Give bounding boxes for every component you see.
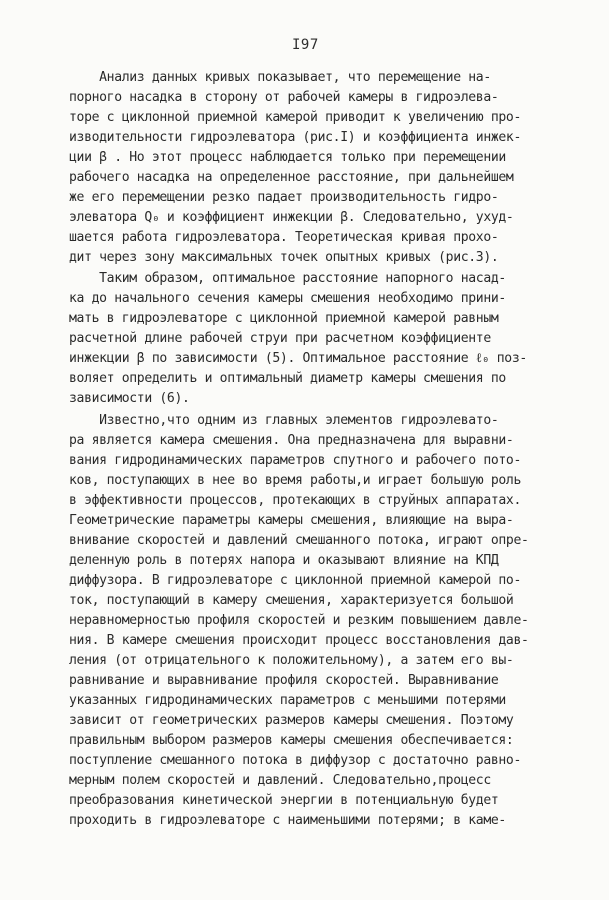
text-line: Геометрические параметры камеры смешения, влияющие на выра- [69,513,514,528]
text-line: зависимости (6). [69,391,190,406]
text-line: зависит от геометрических размеров камеры смешения. Поэтому [69,713,514,728]
text-line: рабочего насадка на определенное расстояние, при дальнейшем [69,170,514,185]
text-line: правильным выбором размеров камеры смешения обеспечивается: [69,733,514,748]
text-line: ка до начального сечения камеры смешения необходимо прини- [69,291,506,306]
text-line: же его перемещении резко падает производительность гидро- [69,190,499,205]
text-line: внивание скоростей и давлений смешанного потока, играют опре- [69,533,529,548]
text-line: преобразования кинетической энергии в потенциальную будет [69,793,499,808]
text-line: воляет определить и оптимальный диаметр камеры смешения по [69,371,506,386]
text-line: диффузора. В гидроэлеваторе с циклонной приемной камерой по- [69,573,521,588]
text-line: поступление смешанного потока в диффузор с достаточно равно- [69,753,521,768]
text-line: равнивание и выравнивание профиля скоростей. Выравнивание [69,673,499,688]
text-line: мерным полем скоростей и давлений. Следовательно,процесс [69,773,491,788]
text-line: неравномерностью профиля скоростей и резким повышением давле- [69,613,529,628]
text-line: ра является камера смешения. Она предназначена для выравни- [69,433,514,448]
text-line: порного насадка в сторону от рабочей камеры в гидроэлева- [69,90,499,105]
text-line: ления (от отрицательного к положительному), а затем его вы- [69,653,514,668]
text-line: Известно,что одним из главных элементов гидроэлевато- [69,413,499,428]
text-line: деленную роль в потерях напора и оказывают влияние на КПД [69,553,499,568]
text-line: ток, поступающий в камеру смешения, характеризуется большой [69,593,514,608]
text-line: в эффективности процессов, протекающих в струйных аппаратах. [69,493,521,508]
text-line: расчетной длине рабочей струи при расчетном коэффициенте [69,331,491,346]
text-line: изводительности гидроэлеватора (рис.I) и коэффициента инжек- [69,130,521,145]
text-line: шается работа гидроэлеватора. Теоретическая кривая прохо- [69,230,499,245]
text-line: ков, поступающих в нее во время работы,и играет большую роль [69,473,521,488]
text-line: элеватора Q₀ и коэффициент инжекции β. Следовательно, ухуд- [69,210,514,225]
text-line: Анализ данных кривых показывает, что перемещение на- [69,70,491,85]
text-line: вания гидродинамических параметров спутного и рабочего пото- [69,453,521,468]
page-number: I97 [292,37,319,53]
text-line: инжекции β по зависимости (5). Оптимальное расстояние ℓ₀ поз- [69,351,527,366]
text-line: торе с циклонной приемной камерой приводит к увеличению про- [69,110,521,125]
text-line: мать в гидроэлеваторе с циклонной приемной камерой равным [69,311,499,326]
text-line: проходить в гидроэлеваторе с наименьшими потерями; в каме- [69,813,506,828]
text-line: указанных гидродинамических параметров с меньшими потерями [69,693,506,708]
text-line: Таким образом, оптимальное расстояние напорного насад- [69,271,506,286]
text-line: дит через зону максимальных точек опытных кривых (рис.3). [69,250,499,265]
text-line: ции β . Но этот процесс наблюдается только при перемещении [69,150,506,165]
text-line: ния. В камере смешения происходит процесс восстановления дав- [69,633,529,648]
